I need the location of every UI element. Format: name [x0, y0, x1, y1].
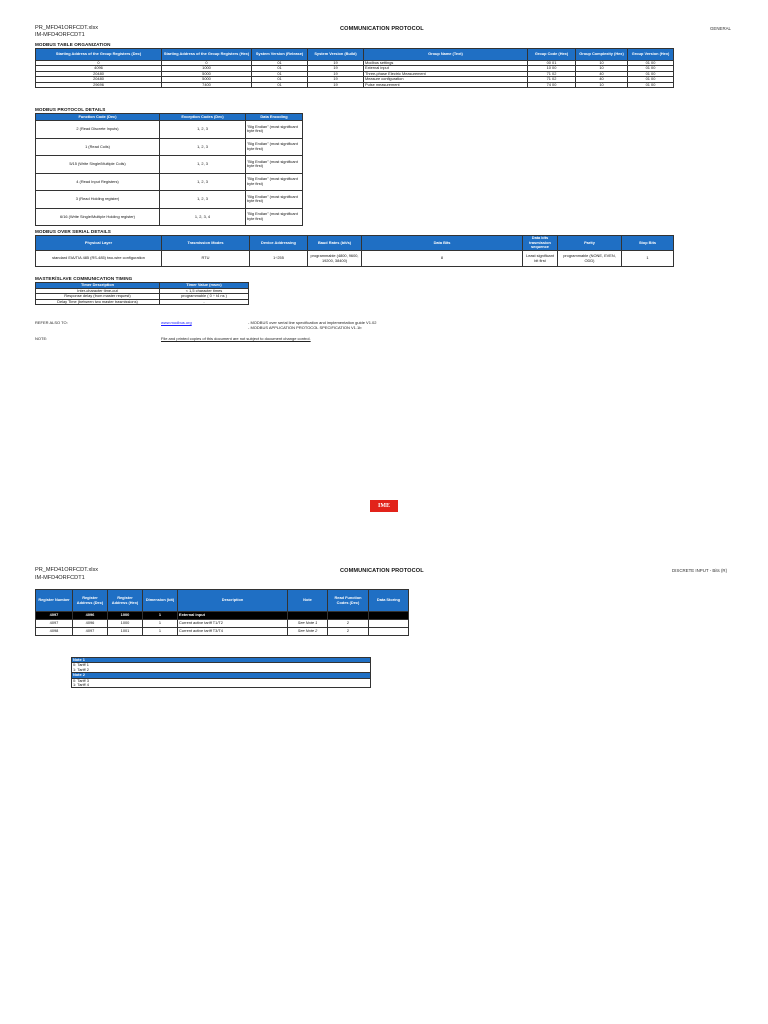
- cell: programmable (4800, 9600, 19200, 38400): [308, 251, 362, 267]
- cell: 1: [143, 620, 178, 628]
- cell: External input: [178, 612, 288, 620]
- cell: 3 (Read Holding register): [36, 191, 160, 209]
- cell: 5000: [162, 71, 252, 76]
- col-read-function: Read Function Codes (Dec): [328, 590, 369, 612]
- cell: 8: [362, 251, 523, 267]
- cell: 1000: [108, 612, 143, 620]
- cell: 1 (Read Coils): [36, 138, 160, 156]
- cell: 1: Tariff 4: [72, 683, 371, 688]
- cell: 10: [576, 66, 628, 71]
- cell: 19: [308, 82, 364, 87]
- cell: -: [160, 299, 249, 304]
- cell: Current active tariff T1/T2: [178, 620, 288, 628]
- col-stop-bits: Stop Bits: [622, 236, 674, 251]
- cell: 19: [308, 77, 364, 82]
- cell: 40: [576, 77, 628, 82]
- cell: 71 02: [528, 77, 576, 82]
- col-group-complexity: Group Complexity (Hex): [576, 49, 628, 61]
- cell: 71 02: [528, 71, 576, 76]
- cell: 1: [143, 612, 178, 620]
- col-start-dec: Starting Address of the Group Registers (Dec): [36, 49, 162, 61]
- note-label: NOTE:: [35, 336, 48, 341]
- cell: 1, 2, 3: [160, 173, 246, 191]
- cell: 4 (Read Input Registers): [36, 173, 160, 191]
- cell: 5000: [162, 77, 252, 82]
- col-group-version: Group Version (Hex): [628, 49, 674, 61]
- cell: 01 00: [628, 71, 674, 76]
- notes-table: [71, 657, 371, 688]
- cell: "Big Endian" (most significant byte first): [246, 156, 303, 174]
- discrete-input-table: [35, 589, 409, 636]
- file-name-2: PR_MFD41ORFCDT.xlsx: [35, 567, 99, 573]
- cell: 01 00: [628, 61, 674, 66]
- col-data-storing: Data Storing: [369, 590, 409, 612]
- cell: 4097: [73, 628, 108, 636]
- cell: 2: [328, 620, 369, 628]
- cell: 01 00: [628, 77, 674, 82]
- table-row: [36, 628, 409, 636]
- refer-line-2: - MODBUS APPLICATION PROTOCOL SPECIFICATION V1.1b: [248, 325, 362, 330]
- cell: Pulse measurement: [364, 82, 528, 87]
- note-line: [72, 683, 371, 688]
- col-build: System Version (Build): [308, 49, 364, 61]
- cell: < 1,5 character times: [160, 289, 249, 294]
- table-row: [36, 620, 409, 628]
- table-row: [36, 173, 303, 191]
- cell: 1000: [108, 620, 143, 628]
- cell: Modbus settings: [364, 61, 528, 66]
- col-baud-rates: Baud Rates (bit/s): [308, 236, 362, 251]
- refer-line-1: - MODBUS over serial line specification and implementation guide V1.02: [248, 320, 377, 325]
- cell: 1001: [108, 628, 143, 636]
- cell: Measure configuration: [364, 77, 528, 82]
- cell: 01: [252, 71, 308, 76]
- cell: Delay Time (between two master trasmissions): [36, 299, 160, 304]
- refer-label: REFER ALSO TO:: [35, 320, 68, 325]
- cell: 0: Tariff 1: [72, 663, 371, 668]
- modbus-table-heading: MODBUS TABLE ORGANIZATION: [35, 42, 111, 47]
- cell: 4098: [36, 628, 73, 636]
- col-note: Note: [288, 590, 328, 612]
- cell: External input: [364, 66, 528, 71]
- cell: 5/15 (Write Single/Multiple Coils): [36, 156, 160, 174]
- col-timer-value: Timer Value (msec): [160, 283, 249, 289]
- file-name: PR_MFD41ORFCDT.xlsx: [35, 25, 99, 31]
- cell: 4096: [73, 612, 108, 620]
- col-parity: Parity: [558, 236, 622, 251]
- table-row: [36, 156, 303, 174]
- cell: programmable (NONE, EVEN, ODD): [558, 251, 622, 267]
- serial-details-heading: MODBUS OVER SERIAL DETAILS: [35, 229, 111, 234]
- col-device-addressing: Device Addressing: [250, 236, 308, 251]
- cell: 29696: [36, 82, 162, 87]
- col-function-code: Function Code (Dec): [36, 114, 160, 121]
- cell: 01 00: [628, 82, 674, 87]
- cell: "Big Endian" (most significant byte first): [246, 208, 303, 226]
- timing-heading: MASTER/SLAVE COMMUNICATION TIMING: [35, 276, 133, 281]
- cell: 4096: [73, 620, 108, 628]
- cell: See Note 2: [288, 628, 328, 636]
- cell: 0: [36, 61, 162, 66]
- col-bit-sequence: Data bits trasmission sequence: [523, 236, 558, 251]
- col-release: System Version (Release): [252, 49, 308, 61]
- cell: 01: [252, 77, 308, 82]
- col-timer-description: Timer Description: [36, 283, 160, 289]
- timing-table: [35, 282, 249, 305]
- note-title: Note 2: [72, 673, 371, 678]
- cell: [328, 612, 369, 620]
- cell: 20480: [36, 71, 162, 76]
- cell: 2: [328, 628, 369, 636]
- table-row: [36, 121, 303, 139]
- doc-code: IM-MFD4ORFCDT1: [35, 32, 85, 38]
- cell: 40: [576, 71, 628, 76]
- cell: [369, 612, 409, 620]
- cell: 1, 2, 3: [160, 138, 246, 156]
- cell: 01 00: [628, 66, 674, 71]
- cell: 1, 2, 3: [160, 156, 246, 174]
- cell: 1: [143, 628, 178, 636]
- table-row: [36, 208, 303, 226]
- cell: 1÷255: [250, 251, 308, 267]
- cell: [369, 628, 409, 636]
- col-register-dec: Register Address (Dec): [73, 590, 108, 612]
- cell: Least significant bit first: [523, 251, 558, 267]
- cell: 20480: [36, 77, 162, 82]
- cell: 2 (Read Discrete Inputs): [36, 121, 160, 139]
- note-title: Note 1: [72, 658, 371, 663]
- cell: 01: [252, 66, 308, 71]
- cell: "Big Endian" (most significant byte first): [246, 191, 303, 209]
- col-data-encoding: Data Encoding: [246, 114, 303, 121]
- modbus-link[interactable]: www.modbus.org: [161, 320, 192, 325]
- cell: "Big Endian" (most significant byte first): [246, 138, 303, 156]
- modbus-table: [35, 48, 674, 88]
- cell: "Big Endian" (most significant byte first): [246, 121, 303, 139]
- cell: "Big Endian" (most significant byte first): [246, 173, 303, 191]
- table-row: [36, 299, 249, 304]
- cell: 19: [308, 71, 364, 76]
- cell: 0: Tariff 3: [72, 678, 371, 683]
- cell: 01: [252, 82, 308, 87]
- cell: Three-phase Electric Measurement: [364, 71, 528, 76]
- col-data-bits: Data Bits: [362, 236, 523, 251]
- page-title-2: COMMUNICATION PROTOCOL: [340, 568, 424, 574]
- cell: 74 00: [528, 82, 576, 87]
- cell: 1, 2, 3, 4: [160, 208, 246, 226]
- cell: 19: [308, 66, 364, 71]
- cell: 6/16 (Write Single/Multiple Holding register): [36, 208, 160, 226]
- cell: See Note 1: [288, 620, 328, 628]
- doc-code-2: IM-MFD4ORFCDT1: [35, 575, 85, 581]
- cell: 00 01: [528, 61, 576, 66]
- note-text: File and printed copies of this document are not subject to document change control.: [161, 336, 311, 341]
- col-register-hex: Register Address (Hex): [108, 590, 143, 612]
- cell: 0: [162, 61, 252, 66]
- cell: 4097: [36, 612, 73, 620]
- col-register-number: Register Number: [36, 590, 73, 612]
- cell: 1: Tariff 2: [72, 668, 371, 673]
- protocol-details-table: [35, 113, 303, 226]
- col-start-hex: Starting Address of the Group Registers (Hex): [162, 49, 252, 61]
- cell: standard EIA/TIA 485 (RS-485) two-wire configuration: [36, 251, 162, 267]
- table-row: [36, 251, 674, 267]
- cell: 01: [252, 61, 308, 66]
- cell: [369, 620, 409, 628]
- cell: 1, 2, 3: [160, 191, 246, 209]
- cell: 10: [576, 61, 628, 66]
- col-dimension: Dimension (bit): [143, 590, 178, 612]
- cell: Current active tariff T3/T4: [178, 628, 288, 636]
- cell: 4096: [36, 66, 162, 71]
- cell: 4097: [36, 620, 73, 628]
- page-title: COMMUNICATION PROTOCOL: [340, 26, 424, 32]
- cell: 1000: [162, 66, 252, 71]
- section-label-2: DISCRETE INPUT - Bits (R): [672, 568, 728, 573]
- cell: [288, 612, 328, 620]
- group-row: [36, 612, 409, 620]
- table-row: [36, 138, 303, 156]
- cell: Response delay (from master request): [36, 294, 160, 299]
- serial-details-table: [35, 235, 674, 267]
- protocol-details-heading: MODBUS PROTOCOL DETAILS: [35, 107, 106, 112]
- cell: 10: [576, 82, 628, 87]
- cell: programmable ( 0 ÷ t4 ns ): [160, 294, 249, 299]
- col-physical-layer: Physical Layer: [36, 236, 162, 251]
- cell: 10 00: [528, 66, 576, 71]
- cell: 19: [308, 61, 364, 66]
- table-row: [36, 191, 303, 209]
- ime-logo: IME: [370, 500, 398, 512]
- col-group-code: Group Code (Hex): [528, 49, 576, 61]
- cell: 1: [622, 251, 674, 267]
- cell: Inter-character time-out: [36, 289, 160, 294]
- col-transmission-modes: Trasmission Modes: [162, 236, 250, 251]
- section-label: GENERAL: [710, 26, 731, 31]
- cell: 1, 2, 3: [160, 121, 246, 139]
- cell: RTU: [162, 251, 250, 267]
- col-group-name: Group Name (Text): [364, 49, 528, 61]
- col-exception-codes: Exception Codes (Dec): [160, 114, 246, 121]
- col-description: Description: [178, 590, 288, 612]
- cell: 7400: [162, 82, 252, 87]
- table-row: [36, 82, 674, 87]
